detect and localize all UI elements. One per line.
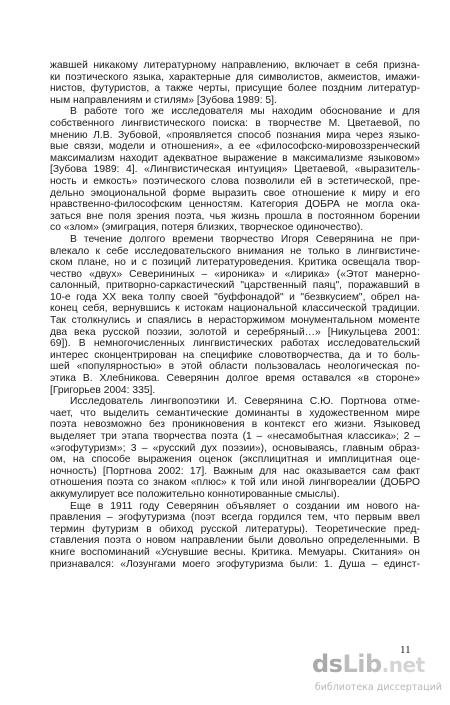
text-line: термин футуризм в обиход русской литературы). Теоретические пред-	[50, 523, 420, 535]
text-line: «эгофутуризм»; 3 – «русский дух поэзии»), основываясь, главным образ-	[50, 442, 420, 454]
text-line: конец себя, вернувшись к истокам национальной классической традиции.	[50, 303, 420, 315]
text-line: отношения поэта со знаком «плюс» к той или иной лингвореалии (ДОБРО	[50, 477, 420, 489]
text-line: дельно эмоциональной форме выразить свое отношение к миру и его	[50, 187, 420, 199]
text-line: вые связи, модели и отношения», а ее «философско-мировоззренческий	[50, 141, 420, 153]
text-line: салонный, притворно-саркастический "царственный паяц", поражавший в	[50, 280, 420, 292]
text-line: аккумулирует все положительно коннотированные смыслы).	[50, 488, 340, 500]
body-text	[50, 60, 420, 570]
text-line: жавшей никакому литературному направлению, включает в себя призна-	[50, 60, 420, 71]
text-line: чает, что выделить семантические доминанты в художественном мире	[50, 407, 420, 419]
text-line: ность и емкость» поэтического слова позволили ей в эстетической, пре-	[50, 175, 420, 187]
text-line: В работе того же исследователя мы находим обоснование и для	[70, 106, 420, 118]
text-line: Так столкнулись и спаялись в нерасторжимом монументальном моменте	[50, 315, 420, 327]
text-line: заться вне поля зрения поэта, чья жизнь прошла в постоянном борении	[50, 210, 420, 222]
watermark	[312, 650, 442, 696]
text-line: чество «двух» Северининых – «ироника» и «лирика» («Этот манерно-	[50, 268, 420, 280]
text-line: ставления поэта о новом направлении были довольно определенными. В	[50, 535, 420, 547]
text-line: интерес сконцентрирован на специфике словотворчества, да и то боль-	[50, 349, 420, 361]
text-line: Еще в 1911 году Северянин объявляет о создании им нового на-	[70, 500, 420, 512]
text-line: ночность) [Портнова 2002: 17]. Важным для нас оказывается сам факт	[50, 465, 420, 477]
text-line: правления – эгофутуризма (поэт всегда гордился тем, что первым ввел	[50, 512, 420, 524]
text-line: 69]). В немногочисленных лингвистических работах исследовательский	[50, 338, 420, 350]
text-line: мнению Л.В. Зубовой, «проявляется способ познания мира через языко-	[50, 129, 420, 141]
text-line: нравственно-философским ценностям. Категория ДОБРА не могла ока-	[50, 199, 420, 211]
text-line: влекало к себе исследовательского внимания не только в лингвистиче-	[50, 245, 420, 257]
text-line: нистов, футуристов, а также черты, присущие более поздним литератур-	[50, 83, 420, 95]
watermark-logo-ds: ds	[312, 650, 343, 678]
text-line: шей «популярностью» в этой области пользовалась неологическая по-	[50, 361, 420, 373]
text-line: [Григорьев 2004: 335].	[50, 384, 156, 396]
text-line: [Зубова 1989: 4]. «Лингвистическая интуиция» Цветаевой, «выразитель-	[50, 164, 420, 176]
text-line: поэта невозможно без проникновения в контекст его жизни. Языковед	[50, 419, 420, 431]
watermark-logo-domain: .net	[381, 653, 425, 677]
text-line: Исследователь лингвопоэтики И. Северянина С.Ю. Портнова отме-	[70, 396, 420, 408]
watermark-caption: библиотека диссертаций	[314, 682, 442, 693]
watermark-logo-lib: Lib	[342, 650, 382, 678]
text-line: этика В. Хлебникова. Северянин долгое время оставался «в стороне»	[50, 373, 420, 385]
text-line: со «злом» (эмиграция, потеря близких, творческое одиночество).	[50, 222, 364, 234]
text-line: книге воспоминаний «Уснувшие весны. Критика. Мемуары. Скитания» он	[50, 546, 420, 558]
text-line: максимализм находит адекватное выражение в максимализме языковом»	[50, 152, 420, 164]
text-line: В течение долгого времени творчество Игоря Северянина не при-	[70, 233, 420, 245]
page-number: 11	[400, 644, 411, 656]
text-line: ском плане, но и с позиций литературоведения. Критика освещала твор-	[50, 257, 420, 269]
text-line: 10-е года XX века толпу своей "буффонадой" и "безвкусием", обрел на-	[50, 291, 420, 303]
text-line: ным направлениям и стилям» [Зубова 1989: 5].	[50, 94, 277, 106]
text-line: ки поэтического языка, характерные для символистов, акмеистов, имажи-	[50, 71, 420, 83]
text-line: выделяет три этапа творчества поэта (1 – «несамобытная классика»; 2 –	[50, 431, 420, 442]
watermark-logo	[312, 650, 442, 678]
text-line: ом, на способе выражения оценок (эксплицитная и имплицитная оце-	[50, 454, 420, 466]
text-line: собственного лингвистического поиска: в творчестве М. Цветаевой, по	[50, 117, 420, 129]
text-line: признавался: «Лозунгами моего эгофутуризма были: 1. Душа – единст-	[50, 558, 420, 570]
text-line: два века русской поэзии, золотой и серебряный…» [Никульцева 2001:	[50, 326, 420, 338]
